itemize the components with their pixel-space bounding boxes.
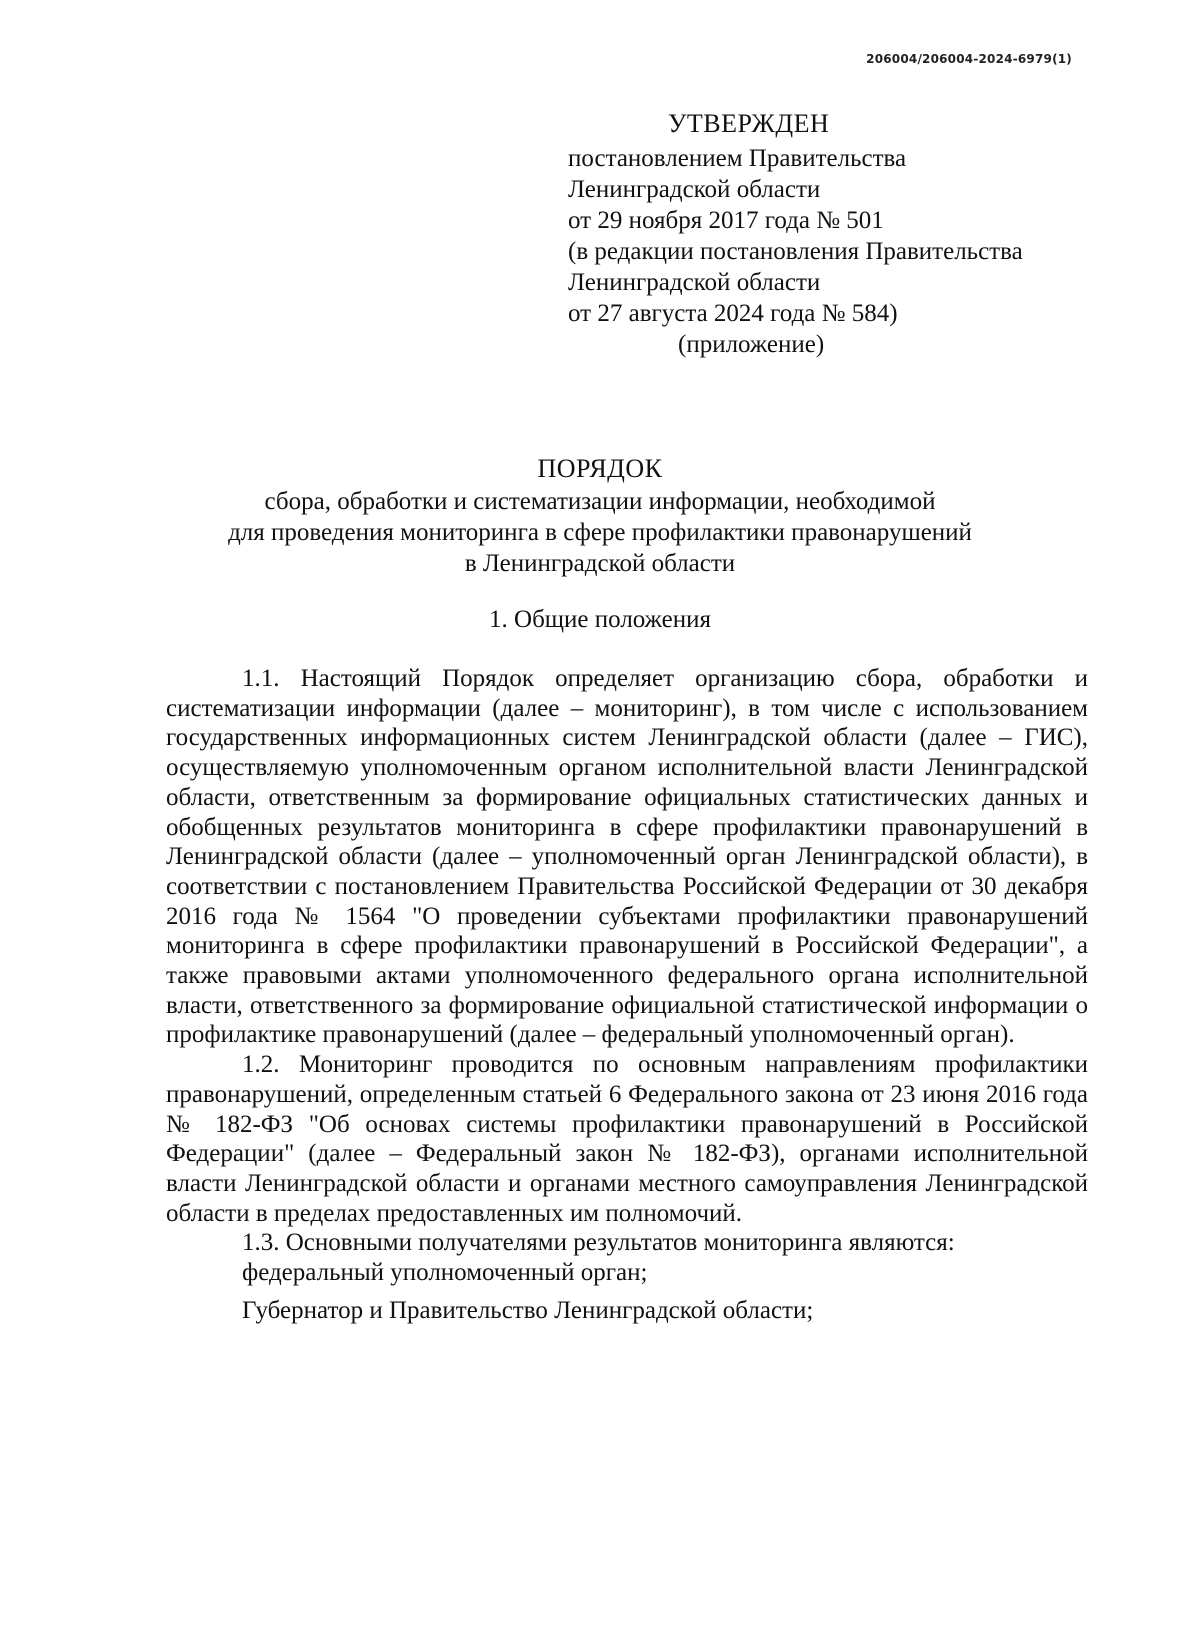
approval-line: Ленинградской области bbox=[568, 269, 821, 296]
approval-line: Ленинградской области bbox=[568, 176, 821, 203]
approval-line: постановлением Правительства bbox=[568, 145, 907, 172]
approval-line: от 29 ноября 2017 года № 501 bbox=[568, 207, 884, 234]
list-item: федеральный уполномоченный орган; bbox=[242, 1259, 648, 1287]
approval-block bbox=[568, 108, 1088, 360]
approval-appendix: (приложение) bbox=[678, 331, 825, 358]
heading-line: сбора, обработки и систематизации информации, необходимой bbox=[264, 488, 936, 515]
list-item: Губернатор и Правительство Ленинградской области; bbox=[242, 1296, 814, 1324]
paragraph-1-2: 1.2. Мониторинг проводится по основным направлениям профилактики правонарушений, определенным статьей 6 Федерального закона от 23 июня 2016 года № 182-ФЗ "Об основах системы профилактики правонарушений в Российской Федерации" (далее – Федеральный закон № 182-ФЗ), органами исполнительной власти Ленинградской области и органами местного самоуправления Ленинградской области в пределах предоставленных им полномочий. bbox=[166, 1051, 1088, 1227]
heading-title: ПОРЯДОК bbox=[537, 454, 663, 483]
document-id: 206004/206004-2024-6979(1) bbox=[866, 52, 1072, 66]
heading-line: для проведения мониторинга в сфере профилактики правонарушений bbox=[228, 519, 972, 546]
approval-line: (в редакции постановления Правительства bbox=[568, 238, 1023, 265]
section-title: 1. Общие положения bbox=[489, 606, 711, 633]
paragraph-1-3: 1.3. Основными получателями результатов мониторинга являются: bbox=[242, 1229, 955, 1257]
document-heading bbox=[100, 453, 1100, 579]
heading-line: в Ленинградской области bbox=[464, 550, 736, 577]
document-body bbox=[166, 664, 1088, 1325]
approval-title: УТВЕРЖДЕН bbox=[668, 109, 830, 138]
paragraph-1-1: 1.1. Настоящий Порядок определяет организацию сбора, обработки и систематизации информации (далее – мониторинг), в том числе с использованием государственных информационных систем Ленинградской области (далее – ГИС), осуществляемую уполномоченным органом исполнительной власти Ленинградской области, ответственным за формирование официальных статистических данных и обобщенных результатов мониторинга в сфере профилактики правонарушений в Ленинградской области (далее – уполномоченный орган Ленинградской области), в соответствии с постановлением Правительства Российской Федерации от 30 декабря 2016 года № 1564 "О проведении субъектами профилактики правонарушений мониторинга в сфере профилактики правонарушений в Российской Федерации", а также правовыми актами уполномоченного федерального органа исполнительной власти, ответственного за формирование официальной статистической информации о профилактике правонарушений (далее – федеральный уполномоченный орган). bbox=[166, 665, 1088, 1049]
approval-line: от 27 августа 2024 года № 584) bbox=[568, 300, 898, 327]
